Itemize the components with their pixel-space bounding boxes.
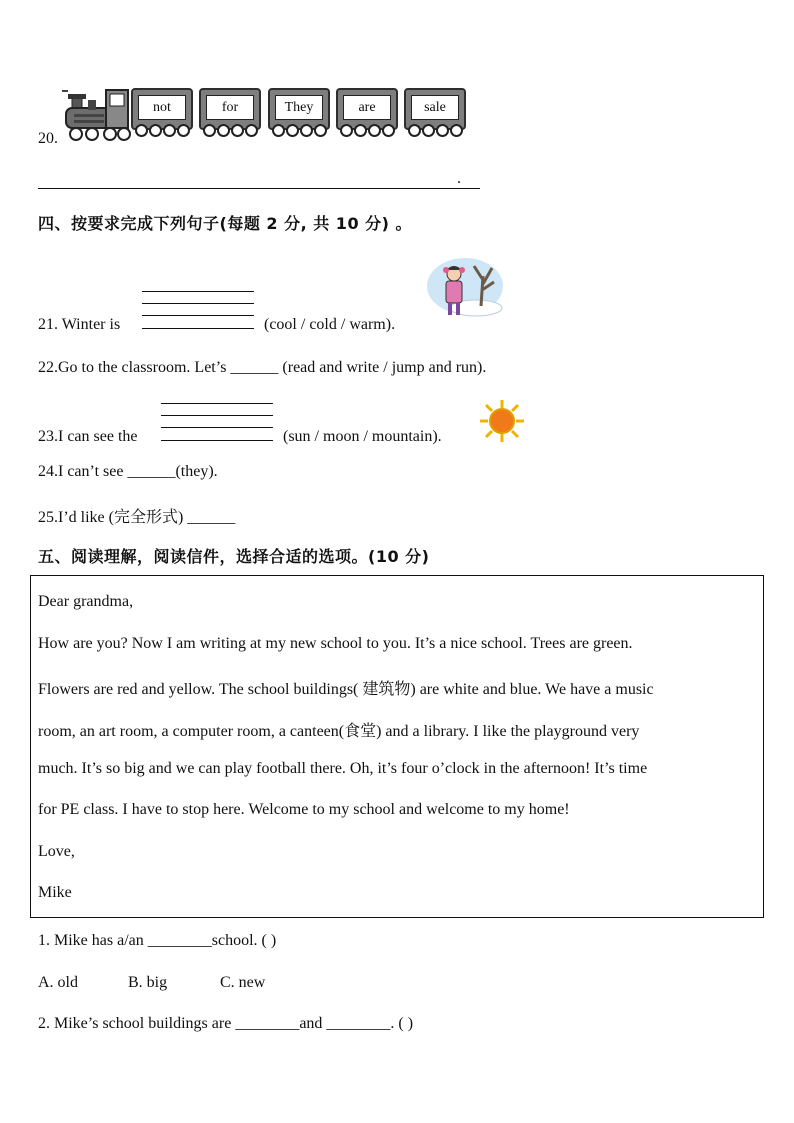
q23-line-4[interactable]: [161, 440, 273, 441]
train-wheels: [135, 124, 470, 138]
q20-answer-line[interactable]: [38, 188, 480, 189]
letter-line: for PE class. I have to stop here. Welcome to my school and welcome to my home!: [38, 801, 570, 818]
reading-q1-option-a[interactable]: A. old: [38, 974, 78, 991]
letter-line: room, an art room, a computer room, a canteen(食堂) and a library. I like the playground very: [38, 723, 640, 740]
q20-number: 20.: [38, 130, 58, 147]
train-engine-icon: [60, 84, 132, 142]
letter-line: How are you? Now I am writing at my new school to you. It’s a nice school. Trees are green.: [38, 635, 633, 652]
q21-line-4[interactable]: [142, 328, 254, 329]
q21-prefix: 21. Winter is: [38, 316, 121, 333]
q24-text: 24.I can’t see ______(they).: [38, 463, 218, 480]
reading-q1-option-b[interactable]: B. big: [128, 974, 168, 991]
winter-girl-icon: [426, 256, 504, 320]
train-word-5: sale: [411, 95, 459, 120]
section4-title: 四、按要求完成下列句子(每题 2 分, 共 10 分) 。: [38, 214, 413, 233]
train-word-1: not: [138, 95, 186, 120]
letter-box: [30, 575, 764, 918]
letter-line: Love,: [38, 843, 75, 860]
sun-icon: [478, 398, 526, 444]
train-word-4: are: [343, 95, 391, 120]
q23-line-3[interactable]: [161, 427, 273, 428]
q21-line-3[interactable]: [142, 315, 254, 316]
q23-line-1[interactable]: [161, 403, 273, 404]
train-word-2: for: [206, 95, 254, 120]
q22-text: 22.Go to the classroom. Let’s ______ (read and write / jump and run).: [38, 359, 487, 376]
letter-line: much. It’s so big and we can play football there. Oh, it’s four o’clock in the afternoon! It’s time: [38, 760, 648, 777]
letter-line: Dear grandma,: [38, 593, 134, 610]
letter-line: Mike: [38, 884, 72, 901]
q21-line-1[interactable]: [142, 291, 254, 292]
reading-q2-text: 2. Mike’s school buildings are ________and ________. ( ): [38, 1015, 414, 1032]
q23-options: (sun / moon / mountain).: [283, 428, 442, 445]
q21-line-2[interactable]: [142, 303, 254, 304]
q23-prefix: 23.I can see the: [38, 428, 138, 445]
section5-title: 五、阅读理解，阅读信件，选择合适的选项。(10 分): [38, 547, 430, 566]
q20-end-mark: .: [457, 170, 461, 187]
q25-text: 25.I’d like (完全形式) ______: [38, 509, 236, 526]
reading-q1-text: 1. Mike has a/an ________school. ( ): [38, 932, 277, 949]
train-word-3: They: [275, 95, 323, 120]
letter-line: Flowers are red and yellow. The school buildings( 建筑物) are white and blue. We have a music: [38, 681, 654, 698]
q23-line-2[interactable]: [161, 415, 273, 416]
reading-q1-option-c[interactable]: C. new: [220, 974, 266, 991]
q21-options: (cool / cold / warm).: [264, 316, 396, 333]
